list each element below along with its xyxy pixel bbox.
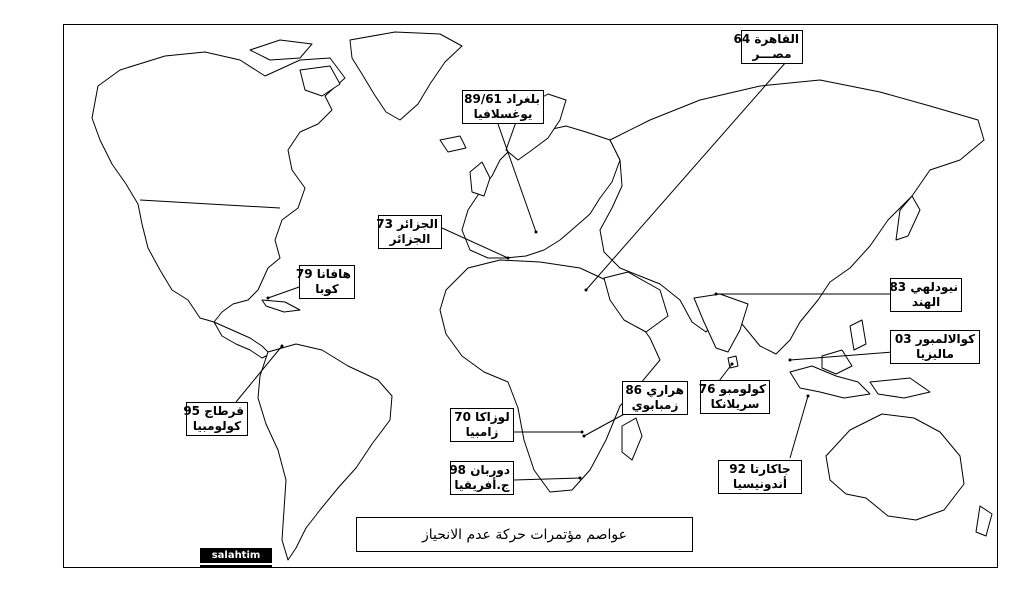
label-algiers-line2: الجزائر: [389, 232, 431, 246]
label-kualalumpur: [890, 330, 980, 364]
capital-dot: [581, 431, 584, 434]
capital-dot: [267, 297, 270, 300]
label-kualalumpur-line2: ماليزيا: [916, 347, 954, 361]
capital-dot: [789, 359, 792, 362]
capital-dot: [535, 231, 538, 234]
label-lusaka-line2: زامبيا: [465, 425, 499, 439]
label-kualalumpur-line1: كوالالمبور 03: [894, 332, 976, 346]
label-jakarta: [718, 460, 802, 494]
label-belgrade: [462, 90, 544, 124]
madagascar-island: [622, 418, 642, 460]
label-newdelhi-line1: نيودلهي 83: [889, 280, 958, 294]
capital-dot: [715, 293, 718, 296]
borneo-island: [822, 350, 852, 374]
map-title-text: عواصم مؤتمرات حركة عدم الانحياز: [422, 526, 627, 543]
new-guinea-island: [870, 378, 930, 398]
label-jakarta-line2: أندونيسيا: [732, 477, 788, 491]
label-algiers-line1: الجزائر 73: [376, 217, 438, 231]
leader-jakarta: [790, 396, 808, 458]
capital-dot: [507, 257, 510, 260]
greenland-landmass: [350, 32, 462, 120]
label-cartagena-line1: قرطاج 95: [183, 404, 244, 418]
label-durban: [450, 461, 514, 495]
author-signature-text: salahtim: [211, 550, 261, 561]
capital-dot: [583, 435, 586, 438]
label-jakarta-line1: جاكارتا 92: [729, 462, 791, 476]
author-signature: [200, 548, 272, 563]
label-belgrade-line2: يوغسلافيا: [473, 107, 533, 121]
sri-lanka-island: [728, 356, 738, 368]
australia-landmass: [826, 414, 964, 520]
capital-dot: [585, 289, 588, 292]
label-lusaka-line1: لوزاكا 70: [454, 410, 510, 424]
label-cairo-line1: القاهرة 64: [733, 32, 799, 46]
iceland-island: [440, 136, 466, 152]
label-algiers: [378, 215, 442, 249]
capital-dot: [731, 363, 734, 366]
label-cairo-line2: مصـــر: [752, 47, 792, 61]
label-harare-line1: هراري 86: [625, 383, 684, 397]
label-cairo: [733, 30, 803, 64]
label-colombo-line2: سريلانكا: [710, 397, 760, 411]
label-durban-line1: دوربان 98: [449, 463, 510, 477]
arctic-islands: [250, 40, 312, 60]
label-harare-line2: زمبابوي: [631, 398, 679, 412]
philippines-islands: [850, 320, 866, 350]
new-zealand-islands: [976, 506, 992, 536]
label-durban-line2: ج.أفريقيا: [454, 478, 510, 492]
leader-havana: [268, 286, 302, 298]
label-belgrade-line1: بلغراد 89/61: [464, 92, 540, 106]
label-harare: [622, 381, 688, 415]
label-havana-line1: هافانا 79: [295, 267, 351, 281]
label-cartagena-line2: كولومبيا: [192, 419, 242, 433]
label-havana: [295, 265, 355, 299]
central-america-landmass: [214, 322, 270, 358]
capital-dot: [579, 477, 582, 480]
label-lusaka: [450, 408, 514, 442]
capital-dot: [807, 395, 810, 398]
label-colombo-line1: كولومبو 76: [698, 382, 766, 396]
label-havana-line2: كوبا: [315, 282, 339, 296]
label-newdelhi: [890, 278, 962, 312]
label-cartagena: [183, 402, 248, 436]
cuba-island: [262, 300, 300, 312]
label-colombo: [700, 380, 770, 414]
capital-dot: [281, 345, 284, 348]
label-newdelhi-line2: الهند: [911, 295, 941, 309]
map-title: [356, 517, 693, 552]
